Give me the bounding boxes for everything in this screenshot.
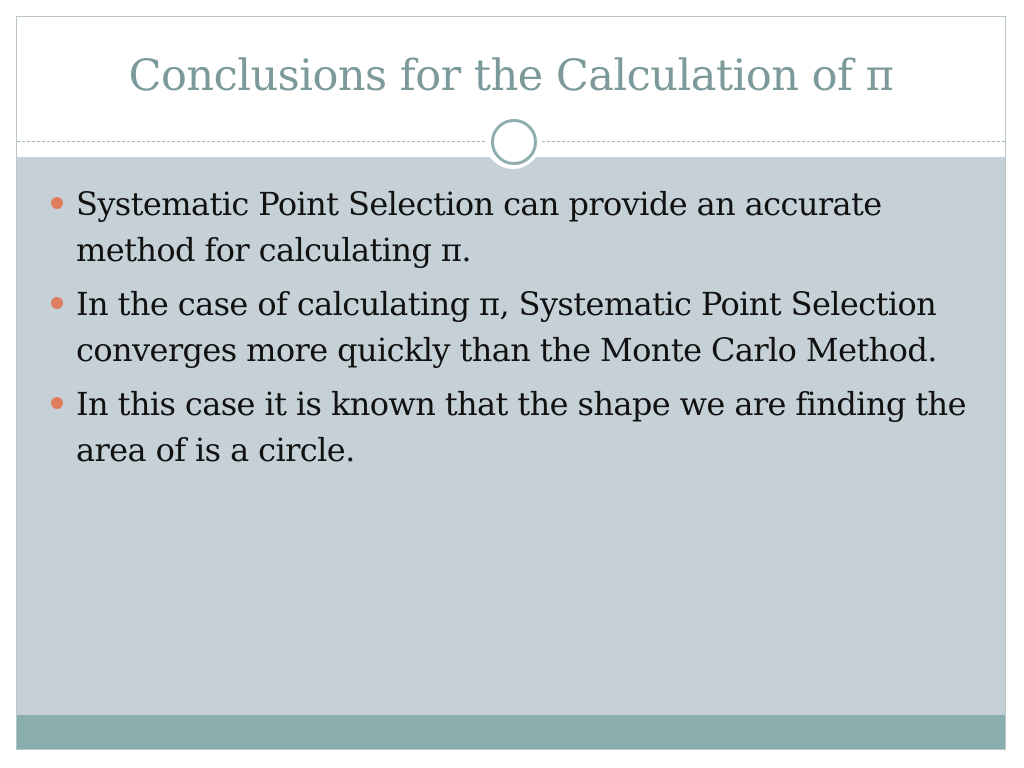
slide (16, 16, 1006, 750)
bullet-text: In the case of calculating π, Systematic Point Selection converges more quickly than the Monte Carlo Method. (76, 285, 937, 369)
circle-ring-icon (485, 113, 541, 169)
slide-title: Conclusions for the Calculation of π (128, 51, 894, 101)
bullet-text: In this case it is known that the shape we are finding the area of is a circle. (76, 385, 966, 469)
bullet-item-1 (17, 181, 1005, 273)
bullet-item-3 (17, 381, 1005, 473)
bullet-dot-icon (51, 297, 63, 309)
bullet-list (17, 181, 1005, 481)
footer-bar (17, 715, 1005, 749)
ring-inner (491, 119, 537, 165)
bullet-item-2 (17, 281, 1005, 373)
bullet-dot-icon (51, 397, 63, 409)
bullet-text: Systematic Point Selection can provide an accurate method for calculating π. (76, 185, 882, 269)
bullet-dot-icon (51, 197, 63, 209)
